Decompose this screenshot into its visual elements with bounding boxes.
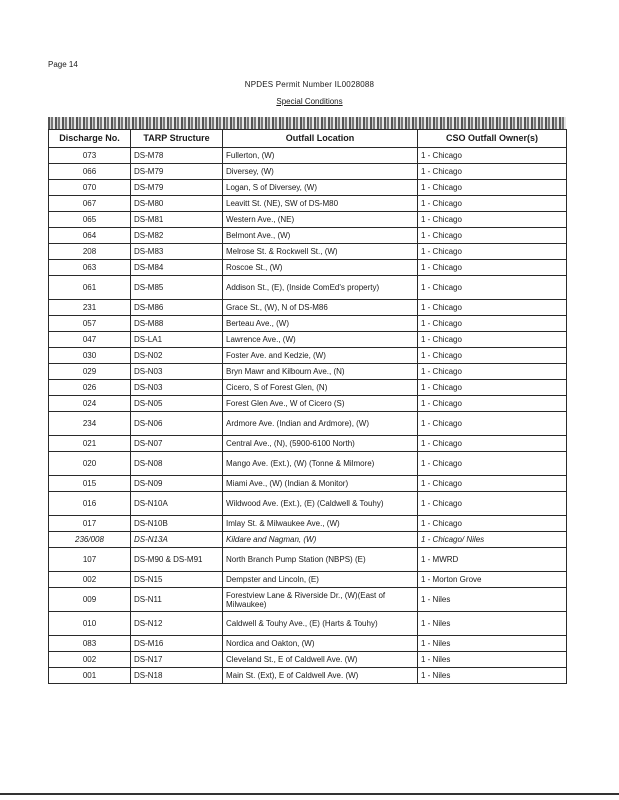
cell-discharge-no: 016	[49, 492, 131, 516]
cell-discharge-no: 070	[49, 180, 131, 196]
cell-tarp-structure: DS-N10B	[131, 516, 223, 532]
column-header-tarp-structure: TARP Structure	[131, 130, 223, 148]
cell-owner: 1 - Chicago	[418, 516, 567, 532]
cell-owner: 1 - Chicago	[418, 164, 567, 180]
cell-outfall-location: Dempster and Lincoln, (E)	[223, 572, 418, 588]
cell-tarp-structure: DS-M79	[131, 164, 223, 180]
cell-owner: 1 - Chicago	[418, 396, 567, 412]
cell-outfall-location: Foster Ave. and Kedzie, (W)	[223, 348, 418, 364]
cell-outfall-location: Logan, S of Diversey, (W)	[223, 180, 418, 196]
cell-outfall-location: Belmont Ave., (W)	[223, 228, 418, 244]
cell-owner: 1 - Chicago	[418, 300, 567, 316]
cell-outfall-location: Lawrence Ave., (W)	[223, 332, 418, 348]
cell-tarp-structure: DS-M84	[131, 260, 223, 276]
cell-owner: 1 - Chicago	[418, 364, 567, 380]
cell-tarp-structure: DS-N02	[131, 348, 223, 364]
cell-discharge-no: 020	[49, 452, 131, 476]
table-row	[49, 164, 567, 180]
cell-discharge-no: 065	[49, 212, 131, 228]
cell-discharge-no: 010	[49, 612, 131, 636]
cell-tarp-structure: DS-N18	[131, 668, 223, 684]
cell-discharge-no: 030	[49, 348, 131, 364]
cell-discharge-no: 208	[49, 244, 131, 260]
cell-discharge-no: 026	[49, 380, 131, 396]
column-header-discharge-no: Discharge No.	[49, 130, 131, 148]
table-body	[49, 148, 567, 684]
cell-owner: 1 - Niles	[418, 612, 567, 636]
table-row	[49, 668, 567, 684]
scan-noise-bar	[48, 117, 566, 129]
table-row	[49, 588, 567, 612]
cell-discharge-no: 063	[49, 260, 131, 276]
cell-discharge-no: 001	[49, 668, 131, 684]
cell-outfall-location: Kildare and Nagman, (W)	[223, 532, 418, 548]
table-row	[49, 396, 567, 412]
cell-discharge-no: 061	[49, 276, 131, 300]
cell-tarp-structure: DS-N12	[131, 612, 223, 636]
table-row	[49, 380, 567, 396]
cell-outfall-location: Melrose St. & Rockwell St., (W)	[223, 244, 418, 260]
table-row	[49, 228, 567, 244]
cell-outfall-location: Leavitt St. (NE), SW of DS-M80	[223, 196, 418, 212]
cell-tarp-structure: DS-M85	[131, 276, 223, 300]
cell-owner: 1 - Chicago	[418, 228, 567, 244]
cell-outfall-location: Diversey, (W)	[223, 164, 418, 180]
cell-discharge-no: 064	[49, 228, 131, 244]
cell-tarp-structure: DS-N06	[131, 412, 223, 436]
cell-owner: 1 - Chicago	[418, 412, 567, 436]
cell-tarp-structure: DS-N09	[131, 476, 223, 492]
cell-tarp-structure: DS-N17	[131, 652, 223, 668]
table-header-row	[49, 130, 567, 148]
table-row	[49, 332, 567, 348]
cell-outfall-location: Imlay St. & Milwaukee Ave., (W)	[223, 516, 418, 532]
cell-tarp-structure: DS-N10A	[131, 492, 223, 516]
table-row	[49, 516, 567, 532]
cell-tarp-structure: DS-M81	[131, 212, 223, 228]
cell-outfall-location: Caldwell & Touhy Ave., (E) (Harts & Touhy)	[223, 612, 418, 636]
cell-outfall-location: Main St. (Ext), E of Caldwell Ave. (W)	[223, 668, 418, 684]
cell-discharge-no: 083	[49, 636, 131, 652]
cell-tarp-structure: DS-N13A	[131, 532, 223, 548]
cell-owner: 1 - Chicago	[418, 476, 567, 492]
cell-owner: 1 - Chicago	[418, 348, 567, 364]
cell-tarp-structure: DS-N08	[131, 452, 223, 476]
cell-tarp-structure: DS-N15	[131, 572, 223, 588]
table-row	[49, 612, 567, 636]
table-row	[49, 476, 567, 492]
table-row	[49, 636, 567, 652]
cell-owner: 1 - Chicago	[418, 196, 567, 212]
cell-tarp-structure: DS-N11	[131, 588, 223, 612]
table-row	[49, 532, 567, 548]
document-title: NPDES Permit Number IL0028088	[244, 80, 375, 89]
cell-discharge-no: 009	[49, 588, 131, 612]
cell-owner: 1 - Chicago	[418, 316, 567, 332]
cell-outfall-location: Wildwood Ave. (Ext.), (E) (Caldwell & Touhy)	[223, 492, 418, 516]
cell-discharge-no: 066	[49, 164, 131, 180]
cell-outfall-location: Bryn Mawr and Kilbourn Ave., (N)	[223, 364, 418, 380]
cell-owner: 1 - Niles	[418, 668, 567, 684]
table-row	[49, 348, 567, 364]
table-row	[49, 364, 567, 380]
table-row	[49, 436, 567, 452]
cell-owner: 1 - Niles	[418, 652, 567, 668]
cell-outfall-location: Addison St., (E), (Inside ComEd's property)	[223, 276, 418, 300]
document-subtitle: Special Conditions	[276, 97, 343, 106]
cell-discharge-no: 234	[49, 412, 131, 436]
table-row	[49, 244, 567, 260]
bottom-rule	[0, 793, 619, 795]
cell-outfall-location: Cleveland St., E of Caldwell Ave. (W)	[223, 652, 418, 668]
cell-owner: 1 - MWRD	[418, 548, 567, 572]
cell-owner: 1 - Niles	[418, 588, 567, 612]
cell-owner: 1 - Chicago	[418, 244, 567, 260]
cell-tarp-structure: DS-LA1	[131, 332, 223, 348]
cell-outfall-location: Roscoe St., (W)	[223, 260, 418, 276]
cell-owner: 1 - Chicago	[418, 492, 567, 516]
cell-discharge-no: 057	[49, 316, 131, 332]
cell-outfall-location: Ardmore Ave. (Indian and Ardmore), (W)	[223, 412, 418, 436]
cell-outfall-location: Western Ave., (NE)	[223, 212, 418, 228]
table-row	[49, 300, 567, 316]
cell-tarp-structure: DS-M82	[131, 228, 223, 244]
cell-outfall-location: Mango Ave. (Ext.), (W) (Tonne & Milmore)	[223, 452, 418, 476]
cell-outfall-location: North Branch Pump Station (NBPS) (E)	[223, 548, 418, 572]
cell-owner: 1 - Chicago	[418, 380, 567, 396]
cell-discharge-no: 067	[49, 196, 131, 212]
cell-owner: 1 - Chicago	[418, 436, 567, 452]
table-row	[49, 180, 567, 196]
column-header-outfall-location: Outfall Location	[223, 130, 418, 148]
table-row	[49, 452, 567, 476]
cell-owner: 1 - Chicago	[418, 260, 567, 276]
cell-tarp-structure: DS-M90 & DS-M91	[131, 548, 223, 572]
cell-discharge-no: 073	[49, 148, 131, 164]
cell-outfall-location: Central Ave., (N), (5900-6100 North)	[223, 436, 418, 452]
cell-owner: 1 - Chicago/ Niles	[418, 532, 567, 548]
cell-tarp-structure: DS-M16	[131, 636, 223, 652]
cell-owner: 1 - Chicago	[418, 212, 567, 228]
cell-tarp-structure: DS-M78	[131, 148, 223, 164]
table-row	[49, 212, 567, 228]
cell-discharge-no: 021	[49, 436, 131, 452]
table-row	[49, 572, 567, 588]
cell-discharge-no: 236/008	[49, 532, 131, 548]
table-row	[49, 316, 567, 332]
cell-tarp-structure: DS-M79	[131, 180, 223, 196]
table-row	[49, 492, 567, 516]
cell-tarp-structure: DS-M80	[131, 196, 223, 212]
cell-owner: 1 - Niles	[418, 636, 567, 652]
cell-outfall-location: Grace St., (W), N of DS-M86	[223, 300, 418, 316]
table-row	[49, 652, 567, 668]
table-row	[49, 196, 567, 212]
table-row	[49, 260, 567, 276]
cell-discharge-no: 002	[49, 652, 131, 668]
cell-tarp-structure: DS-M86	[131, 300, 223, 316]
cell-outfall-location: Berteau Ave., (W)	[223, 316, 418, 332]
cell-discharge-no: 029	[49, 364, 131, 380]
cell-tarp-structure: DS-N07	[131, 436, 223, 452]
table-row	[49, 276, 567, 300]
cell-outfall-location: Fullerton, (W)	[223, 148, 418, 164]
cell-tarp-structure: DS-N03	[131, 380, 223, 396]
cell-discharge-no: 231	[49, 300, 131, 316]
cell-discharge-no: 047	[49, 332, 131, 348]
cell-discharge-no: 002	[49, 572, 131, 588]
cell-tarp-structure: DS-M88	[131, 316, 223, 332]
column-header-owner: CSO Outfall Owner(s)	[418, 130, 567, 148]
cell-outfall-location: Miami Ave., (W) (Indian & Monitor)	[223, 476, 418, 492]
cell-owner: 1 - Chicago	[418, 332, 567, 348]
cell-discharge-no: 024	[49, 396, 131, 412]
cso-outfall-table	[48, 129, 567, 684]
table-row	[49, 548, 567, 572]
cell-tarp-structure: DS-N03	[131, 364, 223, 380]
table-row	[49, 148, 567, 164]
cell-discharge-no: 107	[49, 548, 131, 572]
cell-owner: 1 - Chicago	[418, 180, 567, 196]
cell-owner: 1 - Morton Grove	[418, 572, 567, 588]
cell-owner: 1 - Chicago	[418, 276, 567, 300]
cell-outfall-location: Forest Glen Ave., W of Cicero (S)	[223, 396, 418, 412]
page-number: Page 14	[48, 60, 78, 69]
cell-outfall-location: Nordica and Oakton, (W)	[223, 636, 418, 652]
cell-outfall-location: Forestview Lane & Riverside Dr., (W)(East of Milwaukee)	[223, 588, 418, 612]
cell-discharge-no: 017	[49, 516, 131, 532]
cell-discharge-no: 015	[49, 476, 131, 492]
cell-owner: 1 - Chicago	[418, 148, 567, 164]
cell-owner: 1 - Chicago	[418, 452, 567, 476]
cell-tarp-structure: DS-M83	[131, 244, 223, 260]
cell-tarp-structure: DS-N05	[131, 396, 223, 412]
table-row	[49, 412, 567, 436]
cell-outfall-location: Cicero, S of Forest Glen, (N)	[223, 380, 418, 396]
